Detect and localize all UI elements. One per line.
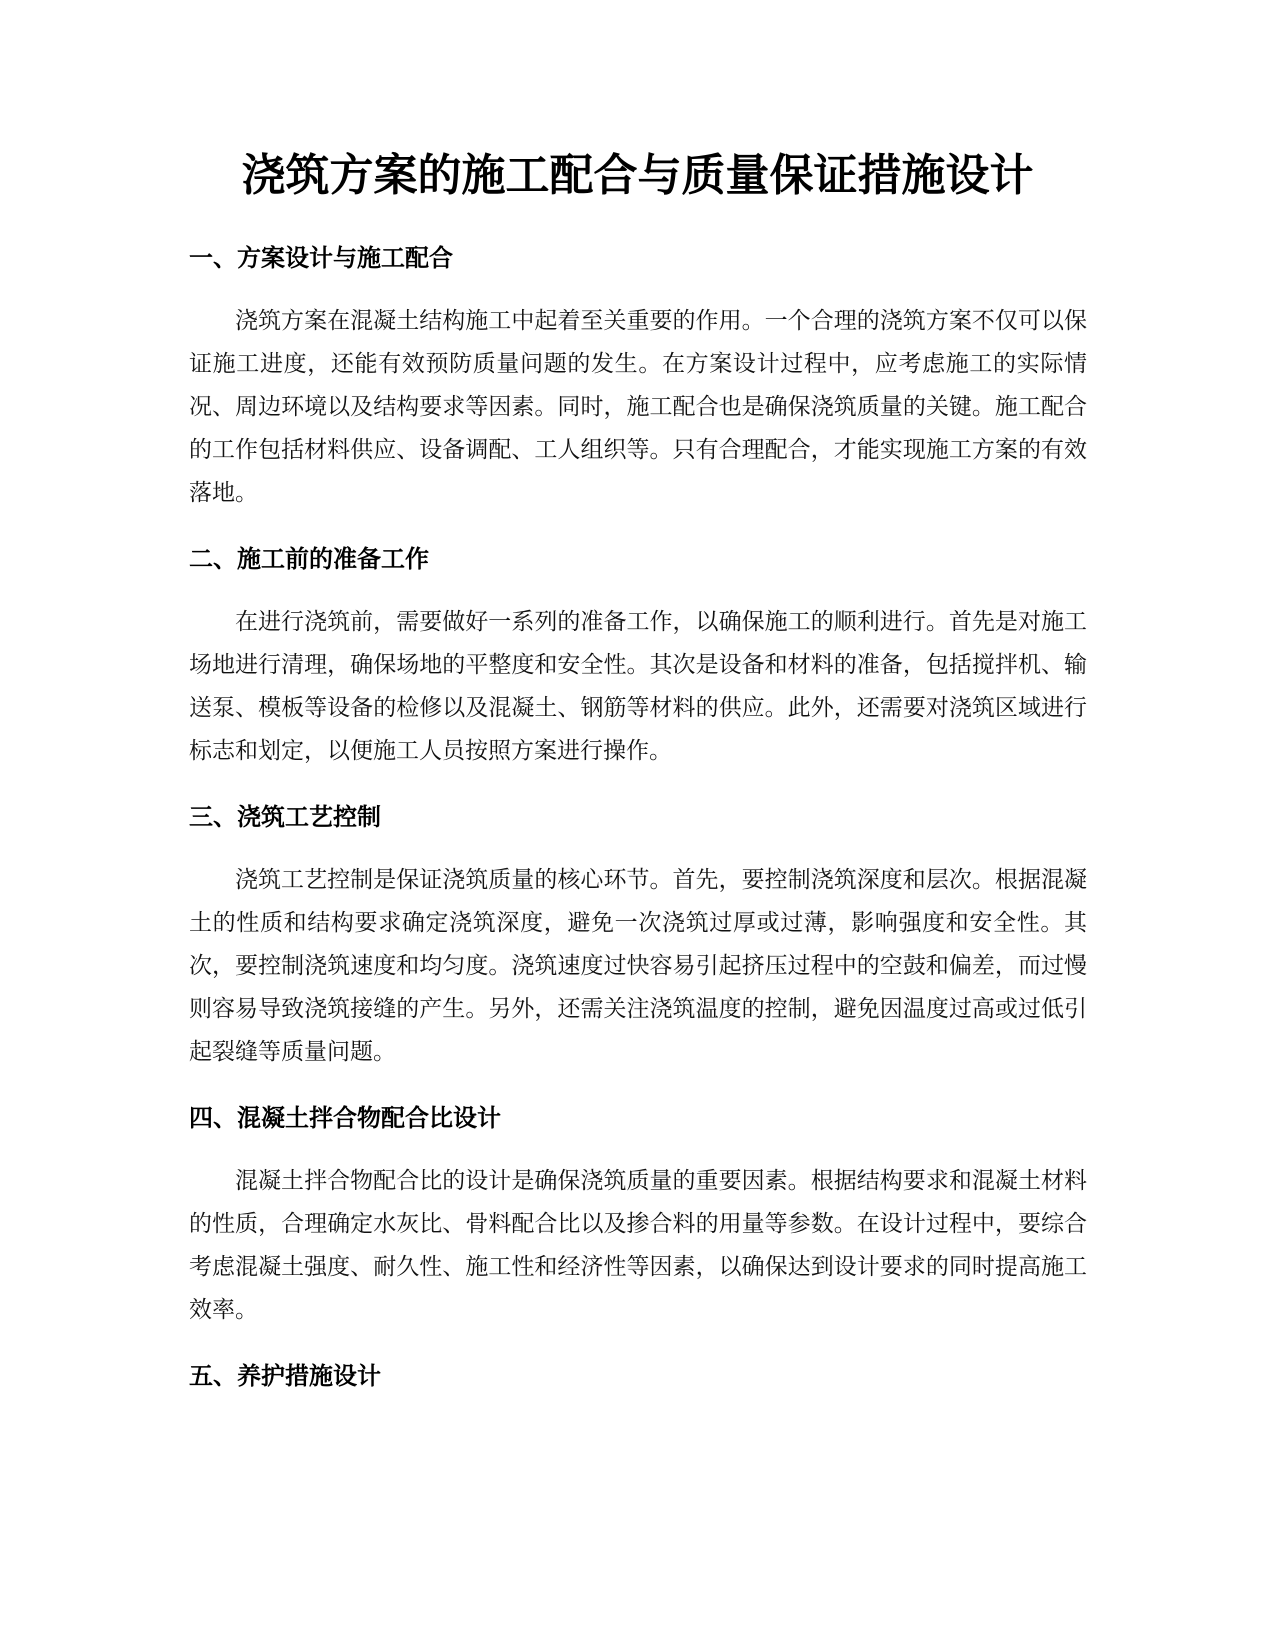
section-heading: 二、施工前的准备工作 bbox=[189, 545, 429, 573]
section-heading: 一、方案设计与施工配合 bbox=[189, 244, 453, 272]
section-paragraph: 混凝土拌合物配合比的设计是确保浇筑质量的重要因素。根据结构要求和混凝土材料的性质，合理确定水灰比、骨料配合比以及掺合料的用量等参数。在设计过程中，要综合考虑混凝土强度、耐久性、施工性和经济性等因素，以确保达到设计要求的同时提高施工效率。 bbox=[189, 1168, 1087, 1323]
section-heading: 三、浇筑工艺控制 bbox=[189, 803, 381, 831]
section-heading: 四、混凝土拌合物配合比设计 bbox=[189, 1104, 501, 1132]
section-paragraph: 浇筑方案在混凝土结构施工中起着至关重要的作用。一个合理的浇筑方案不仅可以保证施工进度，还能有效预防质量问题的发生。在方案设计过程中，应考虑施工的实际情况、周边环境以及结构要求等因素。同时，施工配合也是确保浇筑质量的关键。施工配合的工作包括材料供应、设备调配、工人组织等。只有合理配合，才能实现施工方案的有效落地。 bbox=[189, 308, 1087, 506]
section-paragraph: 浇筑工艺控制是保证浇筑质量的核心环节。首先，要控制浇筑深度和层次。根据混凝土的性质和结构要求确定浇筑深度，避免一次浇筑过厚或过薄，影响强度和安全性。其次，要控制浇筑速度和均匀度。浇筑速度过快容易引起挤压过程中的空鼓和偏差，而过慢则容易导致浇筑接缝的产生。另外，还需关注浇筑温度的控制，避免因温度过高或过低引起裂缝等质量问题。 bbox=[189, 867, 1087, 1065]
page-title: 浇筑方案的施工配合与质量保证措施设计 bbox=[241, 150, 1034, 201]
section-paragraph: 在进行浇筑前，需要做好一系列的准备工作，以确保施工的顺利进行。首先是对施工场地进行清理，确保场地的平整度和安全性。其次是设备和材料的准备，包括搅拌机、输送泵、模板等设备的检修以及混凝土、钢筋等材料的供应。此外，还需要对浇筑区域进行标志和划定，以便施工人员按照方案进行操作。 bbox=[189, 609, 1087, 764]
section-heading: 五、养护措施设计 bbox=[189, 1362, 381, 1390]
document-body bbox=[189, 238, 1087, 1396]
